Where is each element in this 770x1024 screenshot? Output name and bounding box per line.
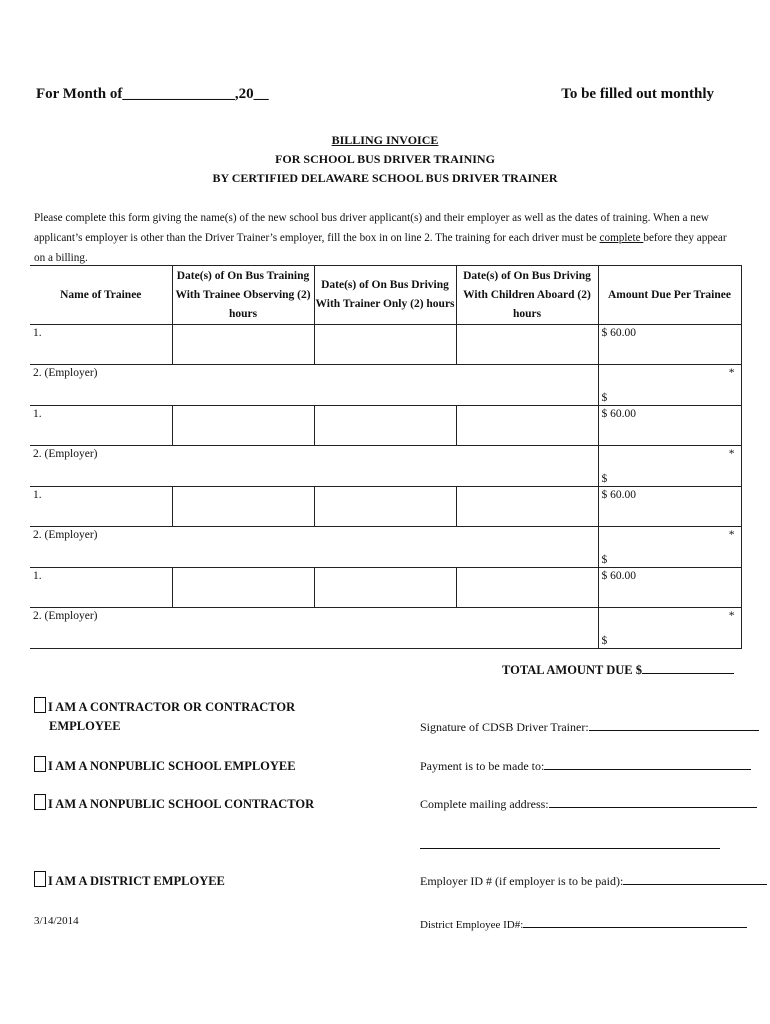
signature-label: Signature of CDSB Driver Trainer: (420, 720, 589, 734)
contractor-label-a: I AM A CONTRACTOR OR CONTRACTOR (48, 700, 296, 714)
option-nonpublic-contractor[interactable] (34, 794, 314, 814)
header-col2: Date(s) of On Bus Driving With Trainer Only (2) hours (314, 266, 456, 325)
amount-cell: $ 60.00 (598, 487, 741, 527)
contractor-checkbox[interactable] (34, 697, 46, 713)
signature-line[interactable] (589, 718, 759, 731)
contractor-label-b: EMPLOYEE (49, 719, 121, 733)
payment-field[interactable] (420, 757, 751, 774)
date-cell-trainer-only[interactable] (314, 568, 456, 608)
employer-cell[interactable]: 2. (Employer) (30, 446, 598, 487)
total-label: TOTAL AMOUNT DUE $ (502, 663, 642, 677)
dollar-sign: $ (601, 635, 608, 647)
title-line3: BY CERTIFIED DELAWARE SCHOOL BUS DRIVER TRAINER (212, 171, 558, 185)
asterisk: * (728, 448, 735, 460)
payment-line[interactable] (544, 757, 751, 770)
header-name: Name of Trainee (30, 266, 172, 325)
employer-cell[interactable]: 2. (Employer) (30, 365, 598, 406)
date-cell-children-aboard[interactable] (456, 406, 598, 446)
trainee-table (30, 265, 742, 649)
amount-employer-cell[interactable] (598, 446, 741, 487)
amount-employer-cell[interactable] (598, 365, 741, 406)
trainee-name-cell[interactable]: 1. (30, 325, 172, 365)
amount-cell: $ 60.00 (598, 406, 741, 446)
total-line[interactable] (642, 661, 734, 674)
title-line2: FOR SCHOOL BUS DRIVER TRAINING (275, 152, 495, 166)
month-field[interactable]: For Month of_______________,20__ (36, 86, 269, 102)
doc-title (0, 131, 770, 188)
option-contractor[interactable] (34, 697, 295, 736)
mailing-label: Complete mailing address: (420, 797, 549, 811)
dollar-sign: $ (601, 392, 608, 404)
asterisk: * (728, 529, 735, 541)
instructions-underline: complete (599, 232, 644, 244)
monthly-note: To be filled out monthly (561, 86, 714, 102)
header-col3: Date(s) of On Bus Driving With Children Aboard (2) hours (456, 266, 598, 325)
asterisk: * (728, 367, 735, 379)
date-cell-children-aboard[interactable] (456, 325, 598, 365)
employer-id-field[interactable] (420, 872, 767, 889)
district-id-field[interactable] (420, 915, 747, 931)
amount-employer-cell[interactable] (598, 608, 741, 649)
date-cell-trainer-only[interactable] (314, 487, 456, 527)
date-cell-trainer-only[interactable] (314, 406, 456, 446)
instructions-b: before they appear on a billing. (34, 232, 727, 264)
header-col1: Date(s) of On Bus Training With Trainee Observing (2) hours (172, 266, 314, 325)
mailing-line-2[interactable] (420, 848, 720, 849)
amount-cell: $ 60.00 (598, 325, 741, 365)
total-amount-due[interactable] (502, 661, 734, 678)
nonpublic-employee-checkbox[interactable] (34, 756, 46, 772)
title-line1: BILLING INVOICE (331, 133, 439, 147)
amount-cell: $ 60.00 (598, 568, 741, 608)
mailing-field[interactable] (420, 795, 757, 812)
mailing-line[interactable] (549, 795, 757, 808)
nonpublic-contractor-checkbox[interactable] (34, 794, 46, 810)
date-cell-observing[interactable] (172, 406, 314, 446)
nonpublic-contractor-label: I AM A NONPUBLIC SCHOOL CONTRACTOR (48, 797, 315, 811)
date-cell-observing[interactable] (172, 568, 314, 608)
date-cell-children-aboard[interactable] (456, 568, 598, 608)
option-district[interactable] (34, 871, 225, 891)
employer-cell[interactable]: 2. (Employer) (30, 527, 598, 568)
trainee-name-cell[interactable]: 1. (30, 487, 172, 527)
date-cell-trainer-only[interactable] (314, 325, 456, 365)
trainee-name-cell[interactable]: 1. (30, 568, 172, 608)
district-id-label: District Employee ID#: (420, 919, 524, 931)
employer-cell[interactable]: 2. (Employer) (30, 608, 598, 649)
employer-id-line[interactable] (623, 872, 767, 885)
instructions-a: Please complete this form giving the name(s) of the new school bus driver applicant(s) and their employer as well as the dates of training. When a new applicant’s employer is other than the Driver Trainer’s employer, fill the box in on line 2. The training for each driver must be (34, 212, 709, 244)
date-cell-observing[interactable] (172, 325, 314, 365)
district-id-line[interactable] (523, 915, 747, 928)
payment-label: Payment is to be made to: (420, 759, 545, 773)
district-label: I AM A DISTRICT EMPLOYEE (48, 874, 225, 888)
district-checkbox[interactable] (34, 871, 46, 887)
date-cell-children-aboard[interactable] (456, 487, 598, 527)
dollar-sign: $ (601, 473, 608, 485)
amount-employer-cell[interactable] (598, 527, 741, 568)
signature-field[interactable] (420, 718, 759, 735)
employer-id-label: Employer ID # (if employer is to be paid): (420, 874, 624, 888)
date-cell-observing[interactable] (172, 487, 314, 527)
instructions (34, 208, 739, 268)
trainee-name-cell[interactable]: 1. (30, 406, 172, 446)
asterisk: * (728, 610, 735, 622)
dollar-sign: $ (601, 554, 608, 566)
footer-date: 3/14/2014 (34, 915, 79, 927)
option-nonpublic-employee[interactable] (34, 756, 296, 776)
nonpublic-employee-label: I AM A NONPUBLIC SCHOOL EMPLOYEE (48, 759, 296, 773)
header-amount: Amount Due Per Trainee (598, 266, 741, 325)
